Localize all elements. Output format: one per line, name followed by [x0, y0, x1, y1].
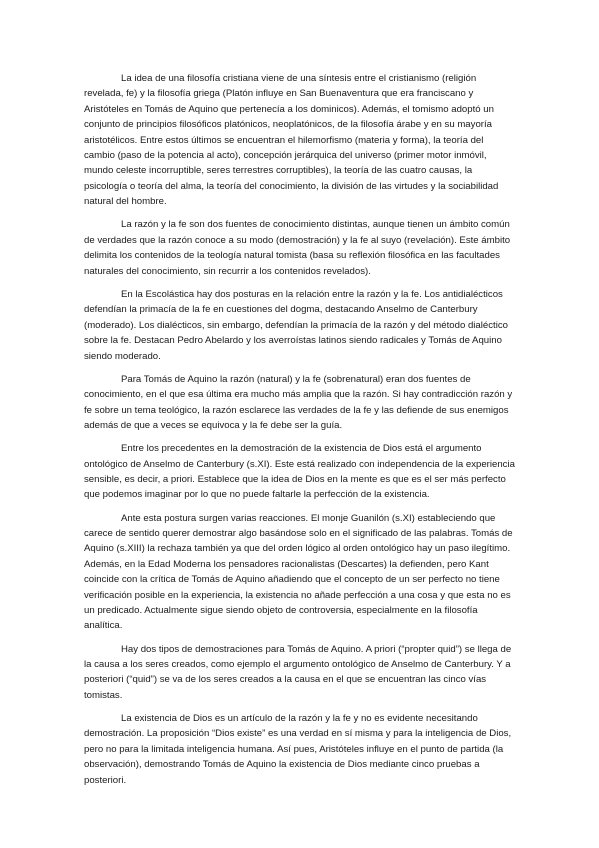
paragraph-filosofia-cristiana: La idea de una filosofía cristiana viene de una síntesis entre el cristianismo (religión revelada, fe) y la filosofía griega (Platón influye en San Buenaventura que era franciscano y Aristóteles en Tomás de Aquino que pertenecía a los dominicos). Además, el tomismo adoptó un conjunto de principios filosóficos platónicos, neoplatónicos, de la filosofía árabe y en su mayoría aristotélicos. Entre estos últimos se encuentran el hilemorfismo (materia y forma), la teoría del cambio (paso de la potencia al acto), concepción jerárquica del universo (primer motor inmóvil, mundo celeste incorruptible, seres terrestres corruptibles), la teoría de las cuatro causas, la psicología o teoría del alma, la teoría del conocimiento, la división de las virtudes y la sociabilidad natural del hombre. — [84, 73, 499, 208]
paragraph-escolastica: En la Escolástica hay dos posturas en la relación entre la razón y la fe. Los antidialécticos defendían la primacía de la fe en cuestiones del dogma, destacando Anselmo de Canterbury (moderado). Los dialécticos, sin embargo, defendían la primacía de la razón y del método dialéctico sobre la fe. Destacan Pedro Abelardo y los averroístas latinos siendo radicales y Tomás de Aquino siendo moderado. — [84, 288, 508, 362]
paragraph-razon-y-fe: La razón y la fe son dos fuentes de conocimiento distintas, aunque tienen un ámbito común de verdades que la razón conoce a su modo (demostración) y la fe al suyo (revelación). Este ámbito delimita los contenidos de la teología natural tomista (basa su reflexión filosófica en las facultades naturales del conocimiento, sin recurrir a los contenidos revelados). — [84, 219, 511, 277]
document-body — [84, 71, 516, 796]
paragraph-argumento-ontologico: Entre los precedentes en la demostración de la existencia de Dios está el argumento ontológico de Anselmo de Canterbury (s.XI). Este está realizado con independencia de la experiencia sensible, es decir, a priori. Establece que la idea de Dios en la mente es que es el ser más perfecto que podemos imaginar por lo que no puede faltarle la perfección de la existencia. — [84, 443, 515, 501]
paragraph-tomas-razon-fe: Para Tomás de Aquino la razón (natural) y la fe (sobrenatural) eran dos fuentes de conocimiento, en el que esa última era mucho más amplia que la razón. Si hay contradicción razón y fe sobre un tema teológico, la razón esclarece las verdades de la fe y las defiende de sus enemigos además de que a veces se equivoca y la fe debe ser la guía. — [84, 373, 513, 431]
paragraph-tipos-demostraciones: Hay dos tipos de demostraciones para Tomás de Aquino. A priori (“propter quid”) se llega de la causa a los seres creados, como ejemplo el argumento ontológico de Anselmo de Canterbury. Y a posteriori (“quid”) se va de los seres creados a la causa en el que se encuentran las cinco vías tomistas. — [84, 643, 512, 701]
paragraph-reacciones: Ante esta postura surgen varias reacciones. El monje Guanilón (s.XI) estableciendo que carece de sentido querer demostrar algo basándose solo en el significado de las palabras. Tomás de Aquino (s.XIII) la rechaza también ya que del orden lógico al orden ontológico hay un paso ilegítimo. Además, en la Edad Moderna los pensadores racionalistas (Descartes) la defienden, pero Kant coincide con la crítica de Tomás de Aquino añadiendo que el concepto de un ser perfecto no tiene verificación posible en la experiencia, la existencia no añade perfección a una cosa y que esta no es un predicado. Actualmente sigue siendo objeto de controversia, especialmente en la filosofía analítica. — [84, 512, 513, 632]
paragraph-existencia-de-dios: La existencia de Dios es un artículo de la razón y la fe y no es evidente necesitando demostración. La proposición “Dios existe” es una verdad en sí misma y para la inteligencia de Dios, pero no para la limitada inteligencia humana. Así pues, Aristóteles influye en el punto de partida (la observación), demostrando Tomás de Aquino la existencia de Dios mediante cinco pruebas a posteriori. — [84, 713, 512, 786]
